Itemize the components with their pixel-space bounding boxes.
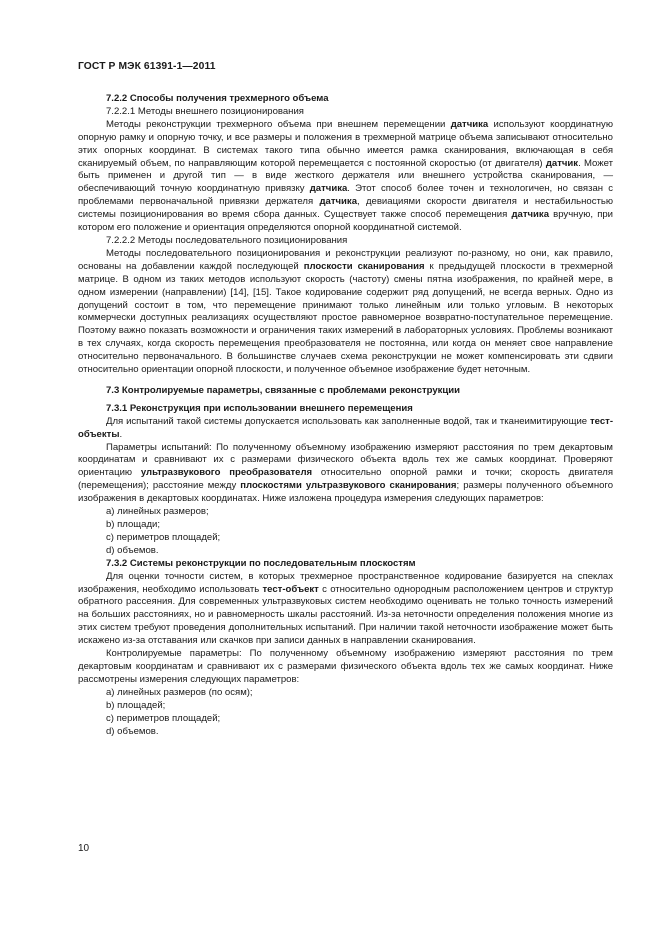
section-7-2-2-heading: 7.2.2 Способы получения трехмерного объема [106, 93, 329, 104]
list-item: d) объемов. [106, 544, 159, 556]
list-item: d) объемов. [106, 725, 159, 737]
list-item: c) периметров площадей; [106, 712, 221, 724]
paragraph-external-positioning: Методы реконструкции трехмерного объема при внешнем перемещении датчика используют координатную опорную рамку и опорную точку, и все размеры и положения в трехмерной матрице объема записывают относительно этих опорных координат. В системах такого типа обычно имеется рамка сканирования, включающая в себя сканируемый объем, по направляющим которой перемещается с постоянной скоростью (от двигателя) датчик. Может быть применен и другой тип — в виде жесткого держателя или внешнего устройства сканирования, — обеспечивающий точную координатную привязку датчика. Этот способ более точен и технологичен, но связан с проблемами первоначальной привязки держателя датчика, девиациями скорости двигателя и нестабильностью системы позиционирования во время сбора данных. Существует также способ перемещения датчика вручную, при котором его положение и ориентация определяются опорной координатной системой. [78, 118, 614, 234]
paragraph-test-parameters: Параметры испытаний: По полученному объемному изображению измеряют расстояния по трем декартовым координатам и сравнивают их с размерами физического объекта вдоль тех же самых координат. Проверяют ориентацию ультразвукового преобразователя относительно опорной рамки и точки; скорость двигателя (перемещения); расстояние между плоскостями ультразвукового сканирования; размеры полученного объемного изображения в декартовых координатах. Ниже изложена процедура измерения следующих параметров: [78, 441, 614, 505]
paragraph-speckle-accuracy: Для оценки точности систем, в которых трехмерное пространственное кодирование базируется на спеклах изображения, необходимо использовать тест-объект с относительно однородным расположением центров и структур обратного рассеяния. Для современных ультразвуковых систем необходимо оценивать не только точность измерений на больших расстояниях, но и равномерность шкалы расстояний. Из-за неточности определения положения многие из этих систем требуют проведения дополнительных испытаний. При наличии такой неточности изображение может быть искажено из-за отставания или скачков при записи данных в направлении сканирования. [78, 570, 614, 647]
paragraph-controlled-parameters: Контролируемые параметры: По полученному объемному изображению измеряют расстояния по трем декартовым координатам и сравнивают их с размерами физического объекта вдоль тех же самых координат. Ниже рассмотрены измерения следующих параметров: [78, 648, 613, 685]
list-item: a) линейных размеров (по осям); [106, 686, 253, 698]
document-body [78, 93, 613, 738]
list-item: c) периметров площадей; [106, 531, 221, 543]
section-7-3-2-heading: 7.3.2 Системы реконструкции по последовательным плоскостям [106, 557, 416, 569]
section-7-3-1-heading: 7.3.1 Реконструкция при использовании внешнего перемещения [106, 402, 413, 414]
section-7-3-heading: 7.3 Контролируемые параметры, связанные с проблемами реконструкции [106, 384, 461, 396]
page-number: 10 [78, 843, 90, 854]
document-header: ГОСТ Р МЭК 61391-1—2011 [78, 61, 216, 72]
list-item: b) площади; [106, 519, 161, 530]
list-item: b) площадей; [106, 699, 166, 711]
section-7-2-2-1-heading: 7.2.2.1 Методы внешнего позиционирования [106, 105, 304, 117]
paragraph-sequential-positioning: Методы последовательного позиционирования и реконструкции реализуют по-разному, но они, как правило, основаны на добавлении каждой последующей плоскости сканирования к предыдущей плоскости в трехмерной матрице. В одном из таких методов используют скорость (частоту) смены пятна изображения, по крайней мере, в одном измерении (направлении) [14], [15]. Такое кодирование содержит ряд допущений, не всегда верных. Одно из допущений состоит в том, что перемещение принимают только линейным или только угловым. В некоторых коммерчески доступных реализациях осуществляют простое равномерное возвратно-поступательное перемещение. Поэтому важно показать возможности и ограничения таких измерений в лабораторных условиях. Проблемы возникают в тех случаях, когда скорость перемещения преобразователя не постоянна, или когда он меняет свое направление относительно первоначального. В большинстве случаев схема реконструкции не может компенсировать эти сдвиги относительно ориентации опорной плоскости, и полученное объемное изображение будет неточным. [78, 247, 613, 376]
section-7-2-2-2-heading: 7.2.2.2 Методы последовательного позиционирования [106, 234, 348, 246]
list-item: a) линейных размеров; [106, 506, 209, 518]
paragraph-test-objects: Для испытаний такой системы допускается использовать как заполненные водой, так и тканеимитирующие тест-объекты. [78, 415, 613, 440]
